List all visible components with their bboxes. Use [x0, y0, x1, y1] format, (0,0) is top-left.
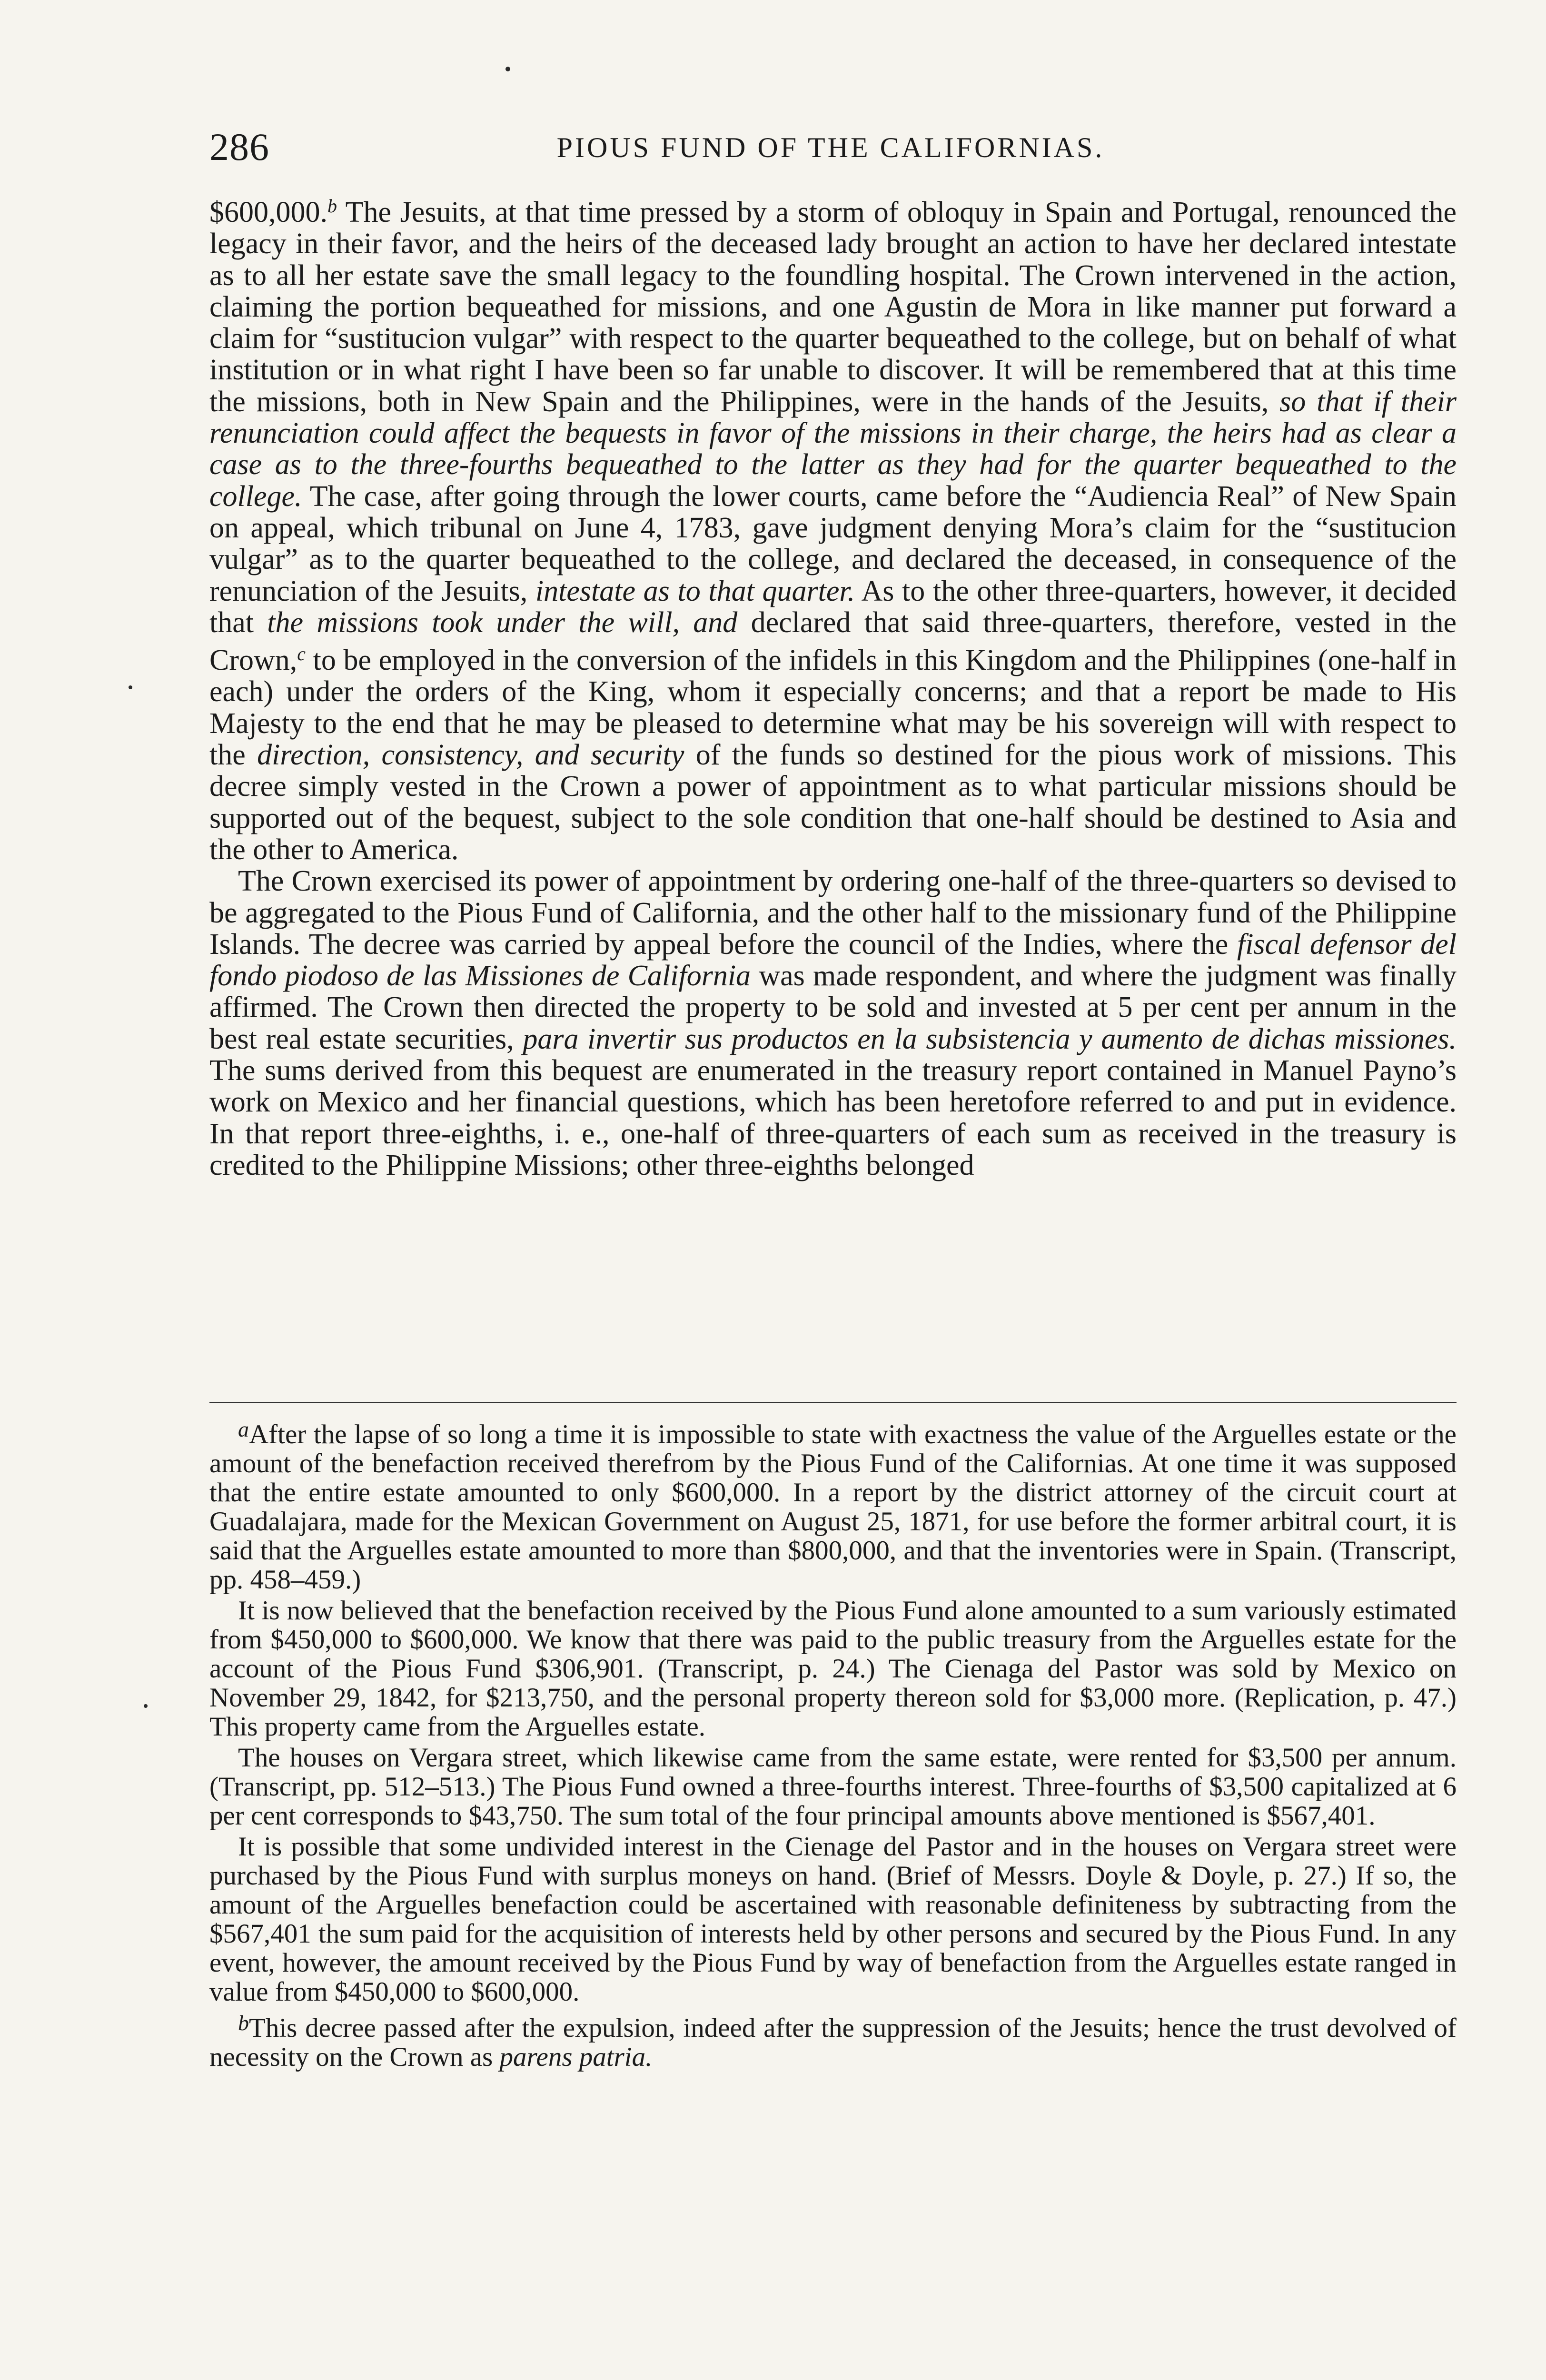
paragraph-1-text-2: The case, after going through the lower courts, came before the “Audiencia Real” of New Spain on appeal, which tribunal on June 4, 1783, gave judgment denying Mora’s claim for the “sustitucion vulgar” as to the quarter bequeathed to the college, and declared the deceased, in consequence of the renunciation of the Jesuits, [209, 480, 1457, 607]
paragraph-2-italic-1: fiscal defensor del fondo piodoso de las Missiones de California [209, 928, 1457, 992]
paragraph-2-text-1: The Crown exercised its power of appointment by ordering one-half of the three-quarters so devised to be aggregated to the Pious Fund of California, and the other half to the missionary fund of the Philippine Islands. The decree was carried by appeal before the council of the Indies, where the [209, 865, 1457, 961]
page-speck-margin-left [129, 685, 132, 689]
paragraph-1-lead: $600,000. [209, 196, 327, 228]
paragraph-2-text-2: was made respondent, and where the judgment was finally affirmed. The Crown then directed the property to be sold and invested at 5 per cent per annum in the best real estate securities, [209, 960, 1457, 1055]
paragraph-1-italic-4: direction, consistency, and security [257, 739, 684, 772]
page-number: 286 [209, 125, 269, 169]
footnote-a-paragraph-4: It is possible that some undivided interest in the Cienage del Pastor and in the houses on Vergara street were purchased by the Pious Fund with surplus moneys on hand. (Brief of Messrs. Doyle & Doyle, p. 27.) If so, the amount of the Arguelles benefaction could be ascertained with reasonable definiteness by subtracting from the $567,401 the sum paid for the acquisition of interests held by other persons and secured by the Pious Fund. In any event, however, the amount received by the Pious Fund by way of benefaction from the Arguelles estate ranged in value from $450,000 to $600,000. [209, 1832, 1457, 2007]
footnote-b-italic: parens patria. [499, 2042, 653, 2072]
footnote-a-marker: a [238, 1417, 249, 1441]
paragraph-1-text-1: The Jesuits, at that time pressed by a storm of obloquy in Spain and Portugal, renounced the legacy in their favor, and the heirs of the deceased lady brought an action to have her declared intestate as to all her estate save the small legacy to the foundling hospital. The Crown intervened in the action, claiming the portion bequeathed for missions, and one Agustin de Mora in like manner put forward a claim for “sustitucion vulgar” with respect to the quarter bequeathed to the college, but on behalf of what institution or in what right I have been so far unable to discover. It will be remembered that at this time the missions, both in New Spain and the Philippines, were in the hands of the Jesuits, [209, 196, 1457, 418]
paragraph-1-italic-3: the missions took under the will, and [267, 606, 738, 639]
footnote-a-paragraph-2: It is now believed that the benefaction received by the Pious Fund alone amounted to a sum variously estimated from $450,000 to $600,000. We know that there was paid to the public treasury from the Arguelles estate for the account of the Pious Fund $306,901. (Transcript, p. 24.) The Cienaga del Pastor was sold by Mexico on November 29, 1842, for $213,750, and the personal property thereon sold for $3,000 more. (Replication, p. 47.) This property came from the Arguelles estate. [209, 1596, 1457, 1742]
page-speck-margin-footnote [144, 1704, 148, 1708]
paragraph-1-text-3: As to the other three-quarters, however, it decided that [209, 575, 1457, 639]
footnote-a-paragraph-1 [209, 1415, 1457, 1594]
running-title: PIOUS FUND OF THE CALIFORNIAS. [556, 132, 1105, 163]
page-header [209, 125, 1452, 177]
footnote-marker-c: c [297, 643, 306, 665]
paragraph-1-text-6: of the funds so destined for the pious work of missions. This decree simply vested in the Crown a power of appointment as to what particular missions should be supported out of the bequest, subject to the sole condition that one-half should be destined to Asia and the other to America. [209, 739, 1457, 866]
main-text [209, 190, 1457, 1181]
paragraph-1-text-4: declared that said three-quarters, therefore, vested in the Crown, [209, 606, 1457, 677]
footnote-a-text-1: After the lapse of so long a time it is impossible to state with exactness the value of the Arguelles estate or the amount of the benefaction received therefrom by the Pious Fund of the Californias. At one time it was supposed that the entire estate amounted to only $600,000. In a report by the district attorney of the circuit court at Guadalajara, made for the Mexican Government on August 25, 1871, for use before the former arbitral court, it is said that the Arguelles estate amounted to more than $800,000, and that the inventories were in Spain. (Transcript, pp. 458–459.) [209, 1419, 1457, 1595]
footnote-a-paragraph-3: The houses on Vergara street, which likewise came from the same estate, were rented for $3,500 per annum. (Transcript, pp. 512–513.) The Pious Fund owned a three-fourths interest. Three-fourths of $3,500 capitalized at 6 per cent corresponds to $43,750. The sum total of the four principal amounts above mentioned is $567,401. [209, 1743, 1457, 1831]
paragraph-1-text-5: to be employed in the conversion of the infidels in this Kingdom and the Philippines (one-half in each) under the orders of the King, whom it especially concerns; and that a report be made to His Majesty to the end that he may be pleased to determine what may be his sovereign will with respect to the [209, 644, 1457, 772]
paragraph-1-italic-2: intestate as to that quarter. [535, 575, 855, 607]
footnote-divider [209, 1402, 1457, 1403]
footnote-b-marker: b [238, 2011, 249, 2035]
paragraph-1 [209, 190, 1457, 865]
footnotes [209, 1415, 1457, 2073]
footnote-b-text: This decree passed after the expulsion, indeed after the suppression of the Jesuits; hence the trust devolved of necessity on the Crown as [209, 2013, 1457, 2072]
footnote-b [209, 2008, 1457, 2072]
footnote-marker-b: b [327, 195, 337, 217]
paragraph-1-italic-1: so that if their renunciation could affect the bequests in favor of the missions in their charge, the heirs had as clear a case as to the three-fourths bequeathed to the latter as they had for the quarter bequeathed to the college. [209, 385, 1457, 513]
paragraph-2-text-3: The sums derived from this bequest are enumerated in the treasury report contained in Manuel Payno’s work on Mexico and her financial questions, which has been heretofore referred to and put in evidence. In that report three-eighths, i. e., one-half of three-quarters of each sum as received in the treasury is credited to the Philippine Missions; other three-eighths belonged [209, 1054, 1457, 1181]
paragraph-2-italic-2: para invertir sus productos en la subsistencia y aumento de dichas missiones. [523, 1022, 1457, 1055]
paragraph-2 [209, 865, 1457, 1181]
page-speck-top [505, 67, 510, 71]
